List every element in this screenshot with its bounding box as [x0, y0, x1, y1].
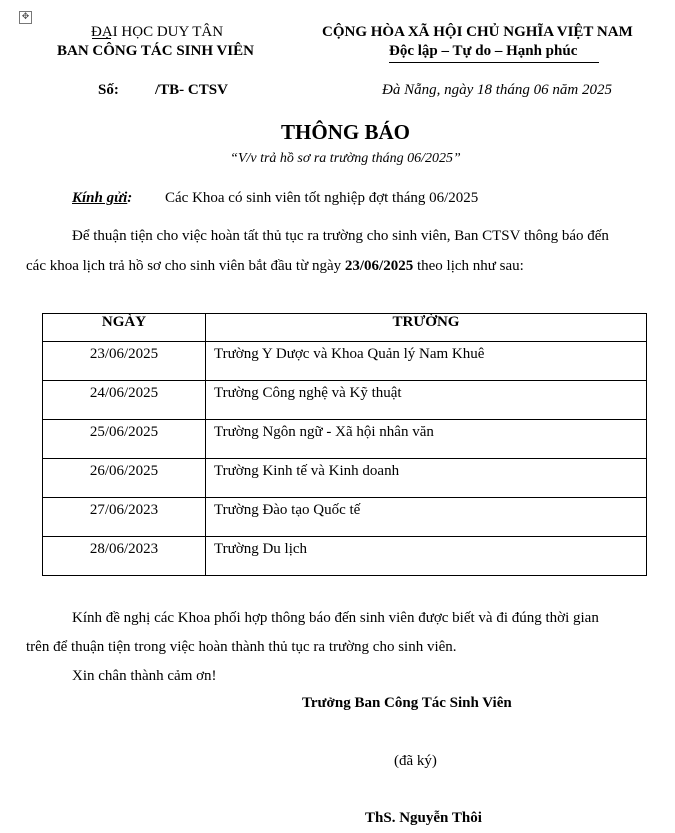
row-date: 27/06/2023 [43, 498, 206, 537]
thanks-text: Xin chân thành cảm ơn! [72, 668, 217, 684]
recipient-line [72, 190, 132, 207]
signature-name: ThS. Nguyễn Thôi [365, 810, 482, 826]
nation-title: CỘNG HÒA XÃ HỘI CHỦ NGHĨA VIỆT NAM [322, 24, 633, 40]
table-move-handle-icon[interactable]: ✥ [19, 11, 32, 24]
motto-underline [389, 62, 599, 63]
org-underline [92, 38, 111, 39]
row-school: Trường Du lịch [206, 537, 647, 576]
header-date: NGÀY [43, 314, 206, 342]
schedule-table [42, 313, 647, 576]
org-name: ĐẠI HỌC DUY TÂN [91, 24, 224, 40]
row-date: 23/06/2025 [43, 342, 206, 381]
row-date: 26/06/2025 [43, 459, 206, 498]
table-row [43, 342, 647, 381]
row-school: Trường Đào tạo Quốc tế [206, 498, 647, 537]
row-date: 28/06/2023 [43, 537, 206, 576]
row-school: Trường Y Dược và Khoa Quản lý Nam Khuê [206, 342, 647, 381]
closing-line-1: Kính đề nghị các Khoa phối hợp thông báo đến sinh viên được biết và đi đúng thời gian [72, 610, 599, 626]
table-row [43, 420, 647, 459]
document-number-code: /TB- CTSV [155, 82, 228, 98]
row-school: Trường Công nghệ và Kỹ thuật [206, 381, 647, 420]
table-row [43, 459, 647, 498]
table-row [43, 537, 647, 576]
intro-text-end: theo lịch như sau: [413, 258, 524, 274]
row-school: Trường Ngôn ngữ - Xã hội nhân văn [206, 420, 647, 459]
row-date: 25/06/2025 [43, 420, 206, 459]
row-school: Trường Kinh tế và Kinh doanh [206, 459, 647, 498]
org-department: BAN CÔNG TÁC SINH VIÊN [57, 43, 254, 59]
intro-text: các khoa lịch trả hồ sơ cho sinh viên bắt đầu từ ngày [26, 258, 345, 274]
table-row [43, 498, 647, 537]
start-date: 23/06/2025 [344, 258, 414, 274]
signature-position: Trưởng Ban Công Tác Sinh Viên [302, 695, 512, 711]
place-date: Đà Nẵng, ngày 18 tháng 06 năm 2025 [382, 82, 612, 98]
signature-signed: (đã ký) [394, 753, 437, 769]
table-row [43, 381, 647, 420]
header-school: TRƯỜNG [206, 314, 647, 342]
table-header-row [43, 314, 647, 342]
recipient-label: Kính gửi [72, 190, 128, 206]
closing-line-2: trên để thuận tiện trong việc hoàn thành thủ tục ra trường cho sinh viên. [26, 639, 457, 655]
recipient-colon: : [127, 190, 133, 206]
recipient-text: Các Khoa có sinh viên tốt nghiệp đợt tháng 06/2025 [165, 190, 479, 206]
document-number-label: Số: [98, 82, 119, 98]
row-date: 24/06/2025 [43, 381, 206, 420]
intro-line-2 [26, 258, 524, 275]
document-subtitle: “V/v trả hồ sơ ra trường tháng 06/2025” [230, 151, 461, 166]
document-title: THÔNG BÁO [281, 120, 410, 144]
nation-motto: Độc lập – Tự do – Hạnh phúc [389, 43, 578, 59]
intro-line-1: Để thuận tiện cho việc hoàn tất thủ tục ra trường cho sinh viên, Ban CTSV thông báo đến [72, 228, 609, 244]
